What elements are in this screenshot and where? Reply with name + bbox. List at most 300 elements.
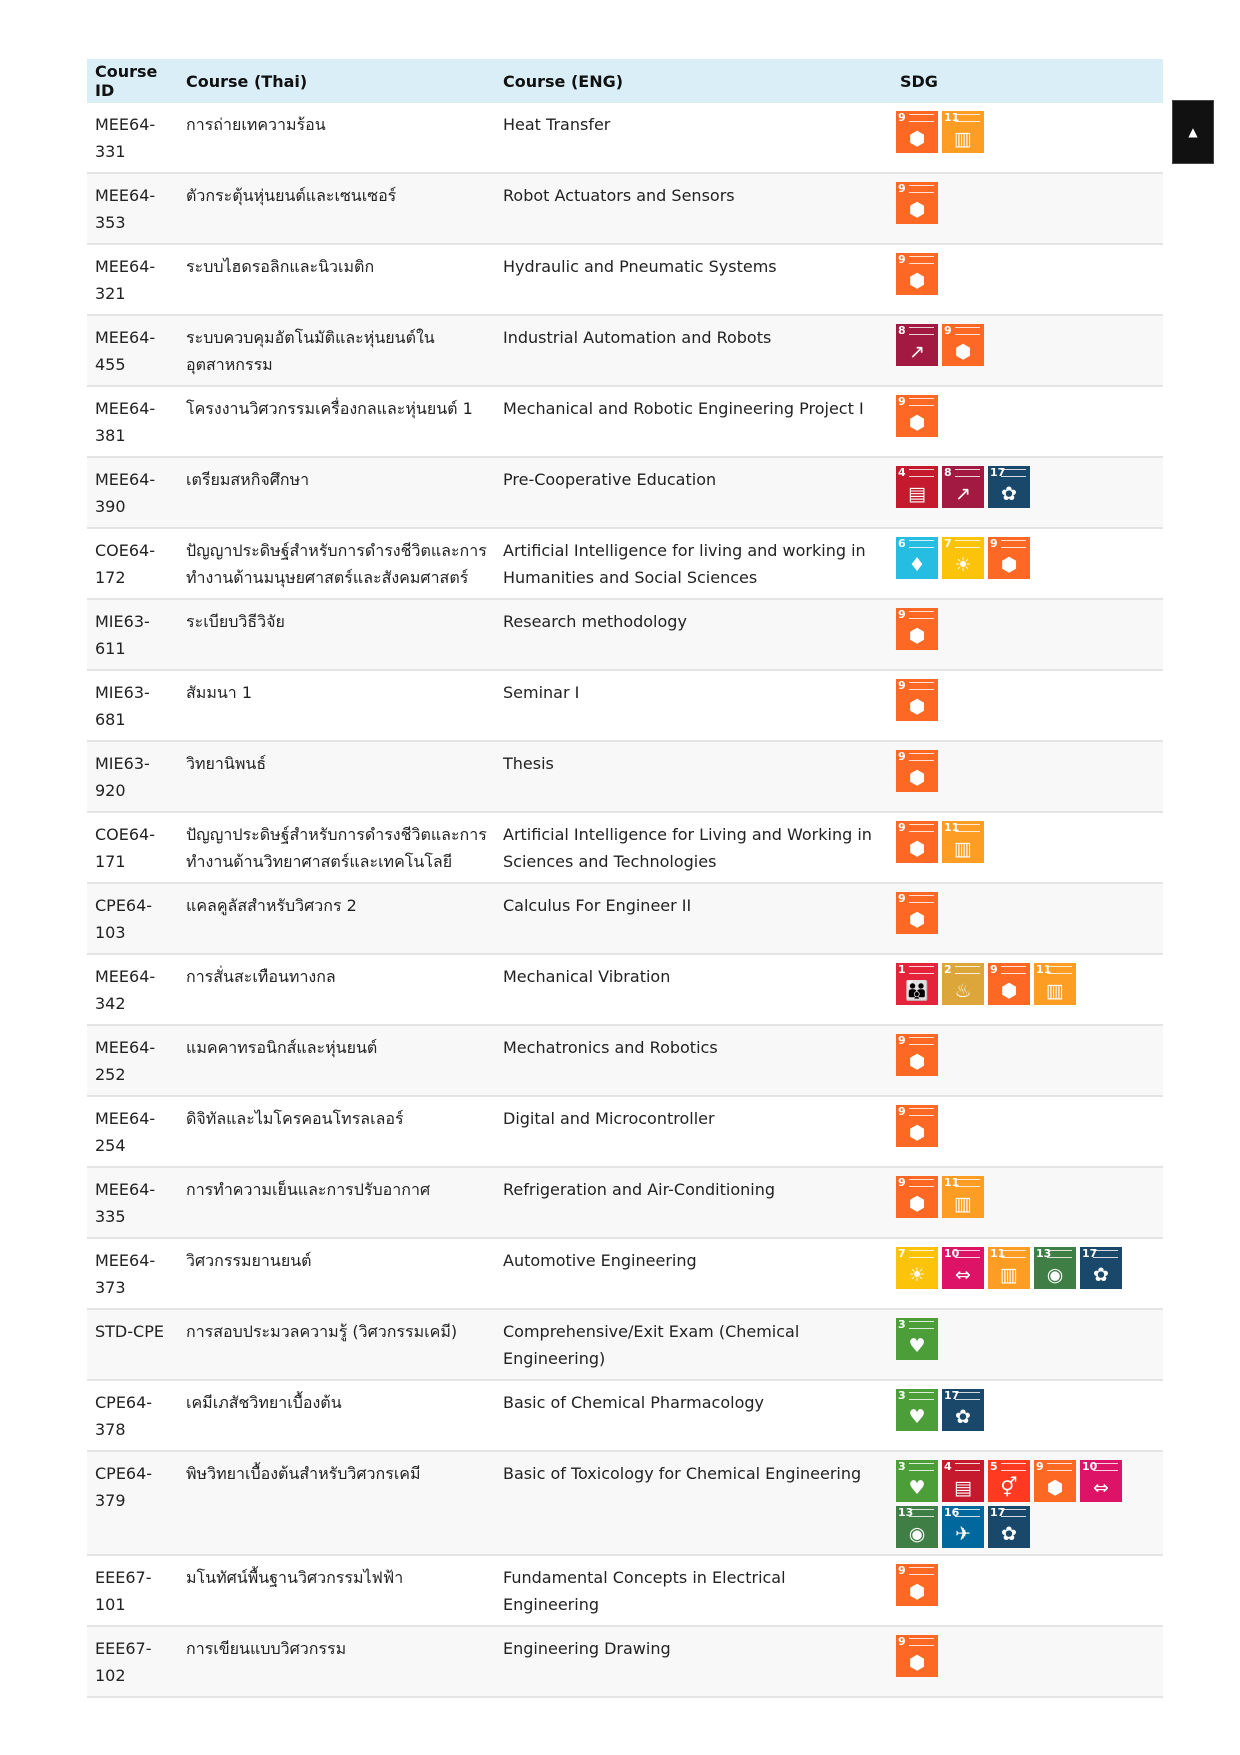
- cell-thai: ระบบไฮดรอลิกและนิวเมติก: [186, 257, 375, 276]
- cell-thai: การเขียนแบบวิศวกรรม: [186, 1639, 347, 1658]
- sdg-title-lines: [909, 1250, 934, 1258]
- sdg-number: 3: [898, 1389, 906, 1402]
- sdg-title-lines: [909, 1463, 934, 1471]
- sdg-icon-list: [896, 111, 1128, 153]
- sdg-title-lines: [955, 824, 980, 832]
- cell-eng: Mechanical and Robotic Engineering Project I: [503, 399, 864, 418]
- cell-id: COE64-171: [95, 825, 156, 871]
- sdg-icon-list: [896, 1247, 1128, 1289]
- sdg-number: 9: [990, 537, 998, 550]
- cell-sdg: [892, 670, 1163, 741]
- sdg-number: 8: [944, 466, 952, 479]
- sdg-icon-list: [896, 892, 1128, 934]
- cell-id: MIE63-920: [95, 754, 150, 800]
- sdg-11-city-icon: [942, 821, 984, 863]
- cubes-icon: ⬢: [908, 1581, 926, 1603]
- sdg-number: 2: [944, 963, 952, 976]
- header-sdg: SDG: [892, 59, 1163, 103]
- cubes-icon: ⬢: [908, 199, 926, 221]
- sdg-icon-list: [896, 537, 1128, 579]
- sdg-icon-list: [896, 1635, 1128, 1677]
- cell-thai: ดิจิทัลและไมโครคอนโทรลเลอร์: [186, 1109, 404, 1128]
- city-icon: ▥: [1000, 1264, 1018, 1286]
- flower-icon: ✿: [1001, 483, 1017, 505]
- table-row: [87, 1167, 1163, 1238]
- cell-sdg: [892, 315, 1163, 386]
- cell-thai: ปัญญาประดิษฐ์สำหรับการดำรงชีวิตและการทำงานด้านมนุษยศาสตร์และสังคมศาสตร์: [186, 541, 487, 587]
- sdg-13-eye-globe-icon: [1034, 1247, 1076, 1289]
- sdg-9-cubes-icon: [896, 182, 938, 224]
- sdg-number: 9: [990, 963, 998, 976]
- cell-thai: ปัญญาประดิษฐ์สำหรับการดำรงชีวิตและการทำงานด้านวิทยาศาสตร์และเทคโนโลยี: [186, 825, 487, 871]
- sdg-title-lines: [1093, 1463, 1118, 1471]
- cell-thai: แมคคาทรอนิกส์และหุ่นยนต์: [186, 1038, 378, 1057]
- sdg-17-flower-icon: [988, 466, 1030, 508]
- sdg-number: 9: [898, 182, 906, 195]
- sdg-title-lines: [909, 682, 934, 690]
- sdg-title-lines: [955, 966, 980, 974]
- sdg-title-lines: [955, 540, 980, 548]
- cell-thai: การถ่ายเทความร้อน: [186, 115, 326, 134]
- cell-sdg: [892, 1555, 1163, 1626]
- sdg-title-lines: [1093, 1250, 1118, 1258]
- table-row: [87, 1025, 1163, 1096]
- cell-eng: Mechanical Vibration: [503, 967, 671, 986]
- cell-sdg: [892, 883, 1163, 954]
- cell-id: MEE64-353: [95, 186, 156, 232]
- sdg-11-city-icon: [1034, 963, 1076, 1005]
- sdg-4-book-icon: [942, 1460, 984, 1502]
- cell-id: MEE64-342: [95, 967, 156, 1013]
- sdg-title-lines: [955, 1179, 980, 1187]
- sdg-17-flower-icon: [942, 1389, 984, 1431]
- sdg-icon-list: [896, 1460, 1128, 1548]
- sdg-title-lines: [909, 895, 934, 903]
- sdg-number: 9: [898, 821, 906, 834]
- cell-eng: Basic of Chemical Pharmacology: [503, 1393, 764, 1412]
- sdg-number: 3: [898, 1460, 906, 1473]
- sdg-11-city-icon: [942, 1176, 984, 1218]
- sdg-11-city-icon: [942, 111, 984, 153]
- sdg-title-lines: [1047, 1250, 1072, 1258]
- cell-thai: วิทยานิพนธ์: [186, 754, 267, 773]
- sdg-number: 8: [898, 324, 906, 337]
- sdg-number: 11: [1036, 963, 1052, 976]
- cell-id: EEE67-101: [95, 1568, 152, 1614]
- scroll-to-top-button[interactable]: [1172, 100, 1214, 164]
- cubes-icon: ⬢: [1000, 554, 1018, 576]
- book-icon: ▤: [908, 483, 926, 505]
- sdg-9-cubes-icon: [896, 750, 938, 792]
- sdg-title-lines: [955, 1250, 980, 1258]
- sdg-3-heartbeat-icon: [896, 1389, 938, 1431]
- cell-sdg: [892, 812, 1163, 883]
- table-row: [87, 883, 1163, 954]
- sdg-17-flower-icon: [988, 1506, 1030, 1548]
- table-row: [87, 812, 1163, 883]
- sdg-1-family-icon: [896, 963, 938, 1005]
- cubes-icon: ⬢: [908, 1652, 926, 1674]
- sdg-icon-list: [896, 324, 1128, 366]
- table-row: [87, 1238, 1163, 1309]
- sdg-5-gender-icon: [988, 1460, 1030, 1502]
- sdg-title-lines: [909, 1567, 934, 1575]
- sdg-number: 7: [898, 1247, 906, 1260]
- sdg-number: 1: [898, 963, 906, 976]
- sdg-title-lines: [909, 824, 934, 832]
- cell-thai: เตรียมสหกิจศึกษา: [186, 470, 310, 489]
- header-row: [87, 59, 1163, 103]
- cell-sdg: [892, 1626, 1163, 1697]
- cell-id: MEE64-335: [95, 1180, 156, 1226]
- sdg-title-lines: [909, 1037, 934, 1045]
- growth-chart-icon: ↗: [909, 341, 925, 363]
- cell-eng: Basic of Toxicology for Chemical Engineering: [503, 1464, 862, 1483]
- cell-eng: Hydraulic and Pneumatic Systems: [503, 257, 777, 276]
- heartbeat-icon: ♥: [908, 1335, 926, 1357]
- sdg-title-lines: [1047, 1463, 1072, 1471]
- eye-globe-icon: ◉: [908, 1523, 926, 1545]
- header-course-id: Course ID: [87, 59, 178, 103]
- cell-id: STD-CPE: [95, 1322, 164, 1341]
- sdg-number: 9: [898, 608, 906, 621]
- sdg-icon-list: [896, 1318, 1128, 1360]
- sdg-16-dove-icon: [942, 1506, 984, 1548]
- cell-id: EEE67-102: [95, 1639, 152, 1685]
- header-course-thai: Course (Thai): [178, 59, 495, 103]
- sdg-number: 9: [898, 1034, 906, 1047]
- cell-sdg: [892, 954, 1163, 1025]
- cubes-icon: ⬢: [908, 767, 926, 789]
- cubes-icon: ⬢: [908, 1193, 926, 1215]
- city-icon: ▥: [954, 128, 972, 150]
- cell-thai: สัมมนา 1: [186, 683, 253, 702]
- table-row: [87, 244, 1163, 315]
- cell-eng: Artificial Intelligence for Living and Working in Sciences and Technologies: [503, 825, 872, 871]
- cell-eng: Comprehensive/Exit Exam (Chemical Engineering): [503, 1322, 800, 1368]
- cell-sdg: [892, 1309, 1163, 1380]
- city-icon: ▥: [954, 838, 972, 860]
- growth-chart-icon: ↗: [955, 483, 971, 505]
- sdg-title-lines: [909, 256, 934, 264]
- cubes-icon: ⬢: [1000, 980, 1018, 1002]
- sdg-icon-list: [896, 1389, 1128, 1431]
- dove-icon: ✈: [955, 1523, 971, 1545]
- sdg-9-cubes-icon: [896, 608, 938, 650]
- flower-icon: ✿: [955, 1406, 971, 1428]
- sdg-icon-list: [896, 1176, 1128, 1218]
- cell-id: MEE64-373: [95, 1251, 156, 1297]
- sdg-10-equality-icon: [1080, 1460, 1122, 1502]
- sdg-number: 4: [898, 466, 906, 479]
- cell-eng: Mechatronics and Robotics: [503, 1038, 718, 1057]
- sdg-title-lines: [909, 114, 934, 122]
- sdg-title-lines: [909, 1638, 934, 1646]
- sdg-title-lines: [955, 1463, 980, 1471]
- sdg-9-cubes-icon: [1034, 1460, 1076, 1502]
- cell-eng: Industrial Automation and Robots: [503, 328, 772, 347]
- sun-icon: ☀: [954, 554, 972, 576]
- sdg-title-lines: [1001, 1463, 1026, 1471]
- cell-eng: Pre-Cooperative Education: [503, 470, 717, 489]
- cubes-icon: ⬢: [908, 270, 926, 292]
- table-row: [87, 1555, 1163, 1626]
- sdg-number: 17: [990, 466, 1006, 479]
- flower-icon: ✿: [1001, 1523, 1017, 1545]
- sdg-number: 9: [898, 111, 906, 124]
- city-icon: ▥: [954, 1193, 972, 1215]
- sdg-icon-list: [896, 963, 1128, 1005]
- cubes-icon: ⬢: [908, 909, 926, 931]
- table-row: [87, 741, 1163, 812]
- sdg-9-cubes-icon: [896, 679, 938, 721]
- sdg-number: 5: [990, 1460, 998, 1473]
- sdg-number: 4: [944, 1460, 952, 1473]
- sdg-8-growth-chart-icon: [942, 466, 984, 508]
- sdg-9-cubes-icon: [896, 253, 938, 295]
- bowl-icon: ♨: [954, 980, 972, 1002]
- sdg-number: 9: [898, 1176, 906, 1189]
- equality-icon: ⇔: [1093, 1477, 1109, 1499]
- sdg-icon-list: [896, 821, 1128, 863]
- cubes-icon: ⬢: [908, 412, 926, 434]
- sdg-number: 10: [944, 1247, 960, 1260]
- sdg-title-lines: [1001, 1250, 1026, 1258]
- sdg-number: 9: [898, 750, 906, 763]
- sdg-title-lines: [909, 1321, 934, 1329]
- cell-id: CPE64-378: [95, 1393, 153, 1439]
- cell-id: MEE64-321: [95, 257, 156, 303]
- table-row: [87, 386, 1163, 457]
- cell-sdg: [892, 1025, 1163, 1096]
- cell-sdg: [892, 1451, 1163, 1555]
- cell-sdg: [892, 528, 1163, 599]
- sdg-9-cubes-icon: [896, 821, 938, 863]
- sdg-number: 6: [898, 537, 906, 550]
- cell-id: MEE64-381: [95, 399, 156, 445]
- sdg-3-heartbeat-icon: [896, 1318, 938, 1360]
- sdg-icon-list: [896, 1034, 1128, 1076]
- sdg-6-water-icon: [896, 537, 938, 579]
- cell-eng: Heat Transfer: [503, 115, 611, 134]
- sdg-9-cubes-icon: [896, 111, 938, 153]
- sdg-title-lines: [1001, 966, 1026, 974]
- sdg-number: 17: [944, 1389, 960, 1402]
- cell-eng: Automotive Engineering: [503, 1251, 697, 1270]
- heartbeat-icon: ♥: [908, 1477, 926, 1499]
- sdg-9-cubes-icon: [988, 963, 1030, 1005]
- cubes-icon: ⬢: [908, 696, 926, 718]
- chevron-up-icon: ▲: [1188, 125, 1198, 139]
- table-row: [87, 1626, 1163, 1697]
- table-row: [87, 1096, 1163, 1167]
- table-row: [87, 670, 1163, 741]
- water-icon: ♦: [908, 554, 926, 576]
- table-row: [87, 528, 1163, 599]
- cell-sdg: [892, 1096, 1163, 1167]
- cell-eng: Calculus For Engineer II: [503, 896, 692, 915]
- sdg-7-sun-icon: [896, 1247, 938, 1289]
- sdg-number: 9: [898, 892, 906, 905]
- sdg-number: 9: [898, 253, 906, 266]
- sdg-4-book-icon: [896, 466, 938, 508]
- sdg-2-bowl-icon: [942, 963, 984, 1005]
- sdg-9-cubes-icon: [988, 537, 1030, 579]
- sdg-icon-list: [896, 608, 1128, 650]
- cubes-icon: ⬢: [908, 625, 926, 647]
- sdg-title-lines: [909, 398, 934, 406]
- table-body: [87, 103, 1163, 1697]
- course-table-wrapper: [87, 59, 1163, 1698]
- cell-sdg: [892, 173, 1163, 244]
- sdg-title-lines: [909, 1392, 934, 1400]
- sdg-icon-list: [896, 466, 1128, 508]
- sdg-number: 13: [898, 1506, 914, 1519]
- cell-thai: การสอบประมวลความรู้ (วิศวกรรมเคมี): [186, 1322, 458, 1341]
- table-row: [87, 457, 1163, 528]
- sdg-title-lines: [909, 185, 934, 193]
- cell-id: MEE64-455: [95, 328, 156, 374]
- sdg-number: 11: [944, 821, 960, 834]
- sdg-title-lines: [909, 611, 934, 619]
- gender-icon: ⚥: [1000, 1477, 1018, 1499]
- cell-thai: แคลคูลัสสำหรับวิศวกร 2: [186, 896, 357, 915]
- cell-eng: Research methodology: [503, 612, 687, 631]
- sdg-9-cubes-icon: [896, 1105, 938, 1147]
- sdg-icon-list: [896, 679, 1128, 721]
- cell-sdg: [892, 1380, 1163, 1451]
- sdg-10-equality-icon: [942, 1247, 984, 1289]
- heartbeat-icon: ♥: [908, 1406, 926, 1428]
- sdg-title-lines: [909, 469, 934, 477]
- sdg-number: 11: [944, 111, 960, 124]
- course-sdg-table: [87, 59, 1163, 1698]
- sdg-number: 17: [1082, 1247, 1098, 1260]
- sdg-icon-list: [896, 1564, 1128, 1606]
- cell-sdg: [892, 457, 1163, 528]
- cell-thai: พิษวิทยาเบื้องต้นสำหรับวิศวกรเคมี: [186, 1464, 421, 1483]
- sdg-title-lines: [909, 327, 934, 335]
- cell-eng: Robot Actuators and Sensors: [503, 186, 735, 205]
- cell-id: CPE64-379: [95, 1464, 153, 1510]
- cell-eng: Artificial Intelligence for living and working in Humanities and Social Sciences: [503, 541, 866, 587]
- sdg-title-lines: [909, 966, 934, 974]
- table-row: [87, 173, 1163, 244]
- sdg-icon-list: [896, 253, 1128, 295]
- sdg-title-lines: [1047, 966, 1072, 974]
- cubes-icon: ⬢: [908, 128, 926, 150]
- sdg-8-growth-chart-icon: [896, 324, 938, 366]
- sdg-title-lines: [909, 540, 934, 548]
- sdg-number: 11: [944, 1176, 960, 1189]
- sdg-number: 9: [944, 324, 952, 337]
- sdg-title-lines: [955, 1509, 980, 1517]
- flower-icon: ✿: [1093, 1264, 1109, 1286]
- sdg-title-lines: [909, 753, 934, 761]
- sdg-9-cubes-icon: [896, 1176, 938, 1218]
- cell-eng: Digital and Microcontroller: [503, 1109, 715, 1128]
- sdg-title-lines: [955, 114, 980, 122]
- cell-eng: Thesis: [503, 754, 554, 773]
- eye-globe-icon: ◉: [1046, 1264, 1064, 1286]
- sdg-number: 9: [898, 1105, 906, 1118]
- table-row: [87, 1309, 1163, 1380]
- cell-thai: การทำความเย็นและการปรับอากาศ: [186, 1180, 431, 1199]
- cell-thai: มโนทัศน์พื้นฐานวิศวกรรมไฟฟ้า: [186, 1568, 404, 1587]
- sdg-number: 13: [1036, 1247, 1052, 1260]
- cubes-icon: ⬢: [908, 838, 926, 860]
- cell-sdg: [892, 386, 1163, 457]
- family-icon: 👪: [905, 980, 929, 1002]
- table-row: [87, 599, 1163, 670]
- cell-id: MEE64-252: [95, 1038, 156, 1084]
- cell-id: MIE63-681: [95, 683, 150, 729]
- table-header: [87, 59, 1163, 103]
- sdg-number: 10: [1082, 1460, 1098, 1473]
- sdg-icon-list: [896, 182, 1128, 224]
- cubes-icon: ⬢: [908, 1051, 926, 1073]
- cell-id: MIE63-611: [95, 612, 150, 658]
- sdg-title-lines: [909, 1108, 934, 1116]
- sdg-title-lines: [909, 1179, 934, 1187]
- sdg-9-cubes-icon: [896, 1034, 938, 1076]
- sdg-title-lines: [955, 327, 980, 335]
- sdg-number: 9: [898, 679, 906, 692]
- sdg-3-heartbeat-icon: [896, 1460, 938, 1502]
- cell-thai: ระบบควบคุมอัตโนมัติและหุ่นยนต์ในอุตสาหกรรม: [186, 328, 435, 374]
- cell-thai: โครงงานวิศวกรรมเครื่องกลและหุ่นยนต์ 1: [186, 399, 473, 418]
- cell-thai: การสั่นสะเทือนทางกล: [186, 967, 336, 986]
- sdg-number: 7: [944, 537, 952, 550]
- sdg-9-cubes-icon: [896, 892, 938, 934]
- book-icon: ▤: [954, 1477, 972, 1499]
- table-row: [87, 315, 1163, 386]
- sdg-icon-list: [896, 1105, 1128, 1147]
- cubes-icon: ⬢: [908, 1122, 926, 1144]
- cell-sdg: [892, 1238, 1163, 1309]
- sdg-title-lines: [1001, 540, 1026, 548]
- sun-icon: ☀: [908, 1264, 926, 1286]
- cell-thai: ตัวกระตุ้นหุ่นยนต์และเซนเซอร์: [186, 186, 397, 205]
- sdg-number: 9: [898, 1635, 906, 1648]
- cell-id: CPE64-103: [95, 896, 153, 942]
- table-row: [87, 1451, 1163, 1555]
- cell-eng: Seminar I: [503, 683, 580, 702]
- cubes-icon: ⬢: [1046, 1477, 1064, 1499]
- cell-id: MEE64-331: [95, 115, 156, 161]
- city-icon: ▥: [1046, 980, 1064, 1002]
- sdg-icon-list: [896, 750, 1128, 792]
- cell-thai: เคมีเภสัชวิทยาเบื้องต้น: [186, 1393, 342, 1412]
- sdg-number: 9: [898, 395, 906, 408]
- cell-sdg: [892, 741, 1163, 812]
- table-row: [87, 103, 1163, 173]
- sdg-icon-list: [896, 395, 1128, 437]
- sdg-9-cubes-icon: [896, 1564, 938, 1606]
- sdg-title-lines: [1001, 1509, 1026, 1517]
- header-course-eng: Course (ENG): [495, 59, 892, 103]
- equality-icon: ⇔: [955, 1264, 971, 1286]
- sdg-13-eye-globe-icon: [896, 1506, 938, 1548]
- sdg-number: 16: [944, 1506, 960, 1519]
- cell-sdg: [892, 599, 1163, 670]
- sdg-title-lines: [1001, 469, 1026, 477]
- sdg-9-cubes-icon: [896, 1635, 938, 1677]
- sdg-7-sun-icon: [942, 537, 984, 579]
- sdg-number: 11: [990, 1247, 1006, 1260]
- cell-sdg: [892, 1167, 1163, 1238]
- table-row: [87, 954, 1163, 1025]
